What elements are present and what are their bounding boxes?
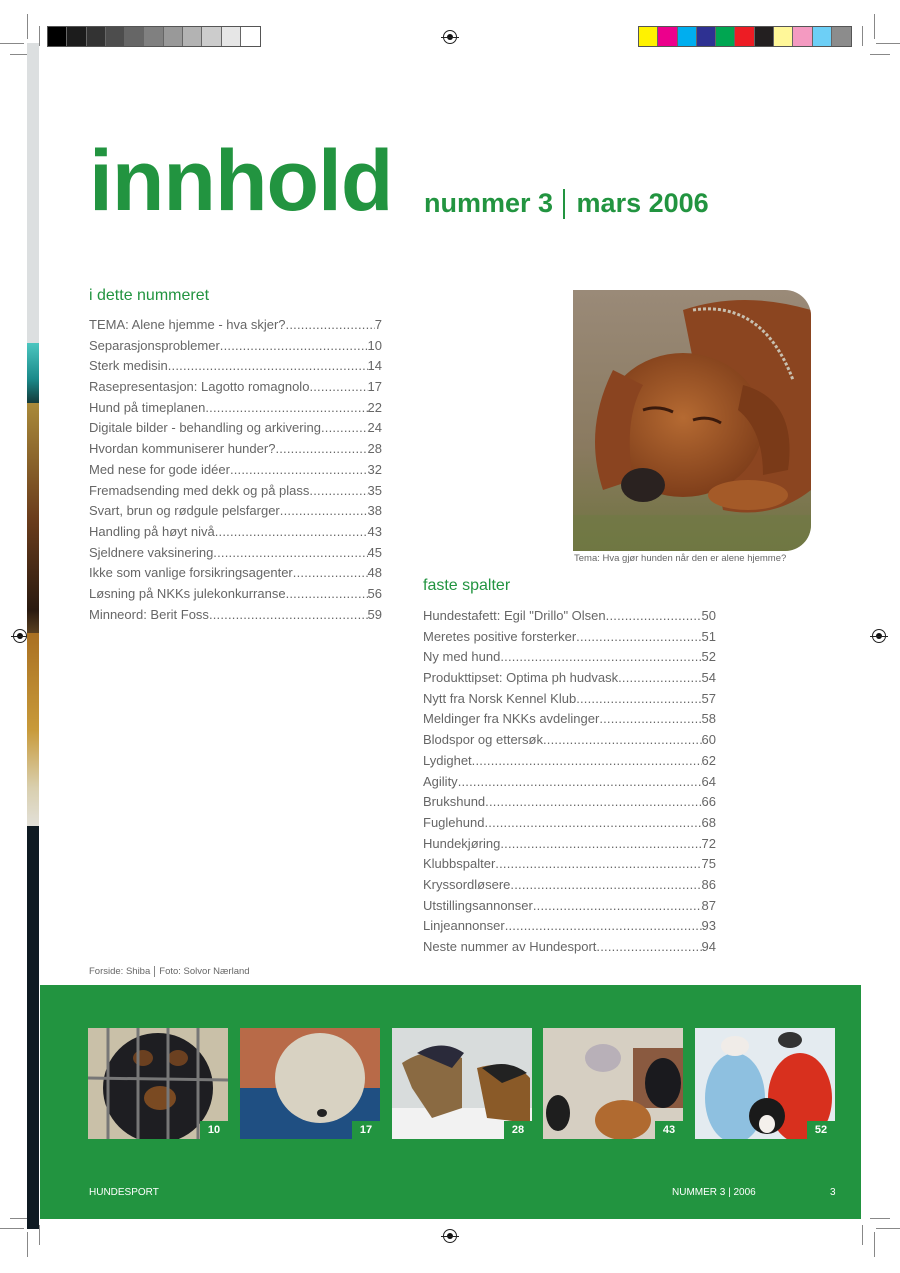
color-swatch bbox=[774, 27, 793, 46]
toc-entry-page: 86 bbox=[701, 876, 716, 892]
toc-entry-page: 22 bbox=[367, 399, 382, 415]
toc-entry[interactable] bbox=[423, 730, 716, 751]
registration-mark-icon bbox=[872, 629, 886, 643]
toc-entry[interactable] bbox=[89, 563, 382, 584]
toc-entry[interactable] bbox=[89, 522, 382, 543]
dot-leader bbox=[495, 854, 701, 875]
toc-entry-page: 58 bbox=[701, 711, 716, 727]
thumbnail-dog-handlers[interactable] bbox=[543, 1028, 683, 1139]
dot-leader bbox=[209, 605, 368, 626]
dot-leader bbox=[500, 647, 701, 668]
toc-entry-title: Linjeannonser bbox=[423, 918, 505, 934]
toc-entry-page: 24 bbox=[367, 420, 382, 436]
crop-mark bbox=[876, 43, 900, 44]
toc-entry[interactable] bbox=[89, 377, 382, 398]
toc-entry[interactable] bbox=[423, 896, 716, 917]
color-swatch bbox=[755, 27, 774, 46]
toc-entry[interactable] bbox=[423, 647, 716, 668]
color-swatch bbox=[678, 27, 697, 46]
divider bbox=[154, 966, 155, 977]
toc-entry-title: Neste nummer av Hundesport bbox=[423, 939, 597, 954]
toc-entry[interactable] bbox=[423, 916, 716, 937]
toc-entry-page: 94 bbox=[701, 939, 716, 954]
toc-entry-title: Meretes positive forsterker bbox=[423, 628, 577, 644]
toc-entry[interactable] bbox=[423, 668, 716, 689]
dot-leader bbox=[309, 377, 367, 398]
toc-entry[interactable] bbox=[89, 501, 382, 522]
dot-leader bbox=[500, 834, 701, 855]
dot-leader bbox=[309, 481, 367, 502]
toc-entry[interactable] bbox=[423, 751, 716, 772]
toc-entry-page: 50 bbox=[701, 608, 716, 623]
toc-entry-title: Kryssordløsere bbox=[423, 876, 511, 892]
toc-entry-page: 62 bbox=[701, 752, 716, 768]
toc-entry[interactable] bbox=[423, 875, 716, 896]
toc-entry[interactable] bbox=[89, 605, 382, 626]
dot-leader bbox=[275, 439, 367, 460]
toc-entry[interactable] bbox=[89, 584, 382, 605]
toc-entry-page: 10 bbox=[367, 337, 382, 353]
crop-mark bbox=[874, 14, 875, 39]
color-swatch bbox=[202, 27, 221, 46]
color-swatch bbox=[106, 27, 125, 46]
color-swatch bbox=[735, 27, 754, 46]
divider bbox=[563, 189, 565, 219]
dot-leader bbox=[215, 522, 368, 543]
toc-entry-title: Hundestafett: Egil "Drillo" Olsen bbox=[423, 608, 606, 623]
toc-entry[interactable] bbox=[89, 460, 382, 481]
toc-entry-title: Produkttipset: Optima ph hudvask bbox=[423, 670, 619, 686]
color-swatch bbox=[144, 27, 163, 46]
photo-caption: Tema: Hva gjør hunden når den er alene hjemme? bbox=[574, 553, 787, 564]
toc-entry-title: Separasjonsproblemer bbox=[89, 337, 220, 353]
dot-leader bbox=[168, 356, 368, 377]
crop-mark bbox=[870, 1218, 890, 1219]
dot-leader bbox=[472, 751, 702, 772]
color-swatch bbox=[793, 27, 812, 46]
toc-entry-page: 48 bbox=[367, 565, 382, 581]
dot-leader bbox=[510, 875, 701, 896]
crop-mark bbox=[870, 54, 890, 55]
bleed-strip bbox=[27, 826, 39, 1229]
toc-list-regular-columns bbox=[423, 606, 716, 958]
footer-page-number: 3 bbox=[830, 1187, 836, 1198]
thumbnail-page-number: 43 bbox=[655, 1121, 683, 1139]
toc-entry-title: TEMA: Alene hjemme - hva skjer? bbox=[89, 317, 286, 332]
toc-entry[interactable] bbox=[423, 937, 716, 958]
toc-entry-page: 87 bbox=[701, 897, 716, 913]
toc-entry-title: Sjeldnere vaksinering bbox=[89, 544, 214, 560]
toc-entry-page: 17 bbox=[367, 379, 382, 395]
dot-leader bbox=[599, 709, 701, 730]
toc-list-in-this-issue bbox=[89, 315, 382, 625]
toc-entry-title: Ikke som vanlige forsikringsagenter bbox=[89, 565, 293, 581]
toc-entry-title: Blodspor og ettersøk bbox=[423, 732, 543, 748]
dot-leader bbox=[230, 460, 368, 481]
color-swatch bbox=[48, 27, 67, 46]
toc-entry-title: Fuglehund bbox=[423, 814, 485, 830]
color-swatch bbox=[697, 27, 716, 46]
dot-leader bbox=[485, 792, 701, 813]
crop-mark bbox=[876, 1228, 900, 1229]
toc-entry-page: 38 bbox=[367, 503, 382, 519]
bleed-strip bbox=[27, 343, 39, 403]
issue-info bbox=[424, 188, 709, 219]
toc-entry-page: 43 bbox=[367, 523, 382, 539]
color-swatch bbox=[183, 27, 202, 46]
thumbnail-page-number: 10 bbox=[200, 1121, 228, 1139]
toc-entry-page: 59 bbox=[367, 606, 382, 622]
registration-mark-icon bbox=[443, 1229, 457, 1243]
crop-mark bbox=[27, 14, 28, 39]
thumbnail-children-cavalier[interactable] bbox=[695, 1028, 835, 1139]
grayscale-color-bar bbox=[47, 26, 261, 47]
toc-entry-title: Nytt fra Norsk Kennel Klub bbox=[423, 690, 577, 706]
color-swatch bbox=[87, 27, 106, 46]
toc-entry-title: Digitale bilder - behandling og arkivering bbox=[89, 420, 321, 436]
dot-leader bbox=[293, 563, 368, 584]
thumbnail-page-number: 28 bbox=[504, 1121, 532, 1139]
dot-leader bbox=[286, 315, 375, 336]
toc-entry[interactable] bbox=[89, 439, 382, 460]
crop-mark bbox=[39, 26, 40, 46]
toc-entry-title: Brukshund bbox=[423, 794, 486, 810]
color-swatch bbox=[241, 27, 260, 46]
footer-magazine-name: HUNDESPORT bbox=[89, 1187, 159, 1198]
color-swatch bbox=[832, 27, 851, 46]
toc-entry[interactable] bbox=[89, 336, 382, 357]
crop-mark bbox=[27, 1232, 28, 1257]
dot-leader bbox=[533, 896, 702, 917]
toc-entry-page: 64 bbox=[701, 773, 716, 789]
toc-entry-title: Lydighet bbox=[423, 752, 472, 768]
toc-entry-page: 56 bbox=[367, 585, 382, 601]
registration-mark-icon bbox=[443, 30, 457, 44]
toc-entry[interactable] bbox=[423, 854, 716, 875]
crop-mark bbox=[0, 43, 24, 44]
section-heading-regular-columns: faste spalter bbox=[423, 577, 511, 594]
toc-entry-title: Hvordan kommuniserer hunder? bbox=[89, 441, 276, 457]
toc-entry-title: Klubbspalter bbox=[423, 856, 496, 872]
cover-credit bbox=[89, 966, 250, 977]
color-swatch bbox=[658, 27, 677, 46]
toc-entry-title: Minneord: Berit Foss bbox=[89, 606, 209, 622]
process-color-bar bbox=[638, 26, 852, 47]
dot-leader bbox=[205, 398, 367, 419]
color-swatch bbox=[222, 27, 241, 46]
toc-entry[interactable] bbox=[423, 813, 716, 834]
toc-entry-title: Med nese for gode idéer bbox=[89, 461, 230, 477]
toc-entry-title: Handling på høyt nivå bbox=[89, 523, 215, 539]
toc-entry-title: Sterk medisin bbox=[89, 358, 168, 374]
thumbnail-page-number: 17 bbox=[352, 1121, 380, 1139]
color-swatch bbox=[125, 27, 144, 46]
dot-leader bbox=[543, 730, 702, 751]
crop-mark bbox=[39, 1225, 40, 1245]
toc-entry[interactable] bbox=[423, 606, 716, 627]
issue-date: mars 2006 bbox=[576, 188, 709, 218]
toc-entry[interactable] bbox=[89, 398, 382, 419]
toc-entry-page: 54 bbox=[701, 670, 716, 686]
photo-credit: Foto: Solvor Nærland bbox=[159, 966, 250, 977]
thumbnail-lagotto[interactable] bbox=[240, 1028, 380, 1139]
crop-mark bbox=[862, 1225, 863, 1245]
toc-entry[interactable] bbox=[423, 834, 716, 855]
toc-entry[interactable] bbox=[423, 627, 716, 648]
page-title: innhold bbox=[89, 133, 393, 229]
dot-leader bbox=[596, 937, 701, 958]
toc-entry-page: 60 bbox=[701, 732, 716, 748]
bleed-strip bbox=[27, 633, 39, 826]
toc-entry[interactable] bbox=[89, 356, 382, 377]
toc-entry[interactable] bbox=[89, 418, 382, 439]
feature-photo-sleeping-dog bbox=[573, 290, 811, 551]
toc-entry-page: 93 bbox=[701, 918, 716, 934]
sleeping-dog-photo-icon bbox=[573, 290, 811, 551]
color-swatch bbox=[716, 27, 735, 46]
toc-entry-page: 72 bbox=[701, 835, 716, 851]
toc-entry[interactable] bbox=[423, 792, 716, 813]
toc-entry-title: Hundekjøring bbox=[423, 835, 501, 851]
toc-entry[interactable] bbox=[89, 315, 382, 336]
toc-entry[interactable] bbox=[423, 709, 716, 730]
cover-label: Forside: Shiba bbox=[89, 966, 151, 977]
toc-entry-page: 28 bbox=[367, 441, 382, 457]
toc-entry-page: 66 bbox=[701, 794, 716, 810]
section-heading-in-this-issue: i dette nummeret bbox=[89, 287, 210, 304]
dot-leader bbox=[286, 584, 368, 605]
dot-leader bbox=[618, 668, 701, 689]
toc-entry-title: Utstillingsannonser bbox=[423, 897, 533, 913]
color-swatch bbox=[813, 27, 832, 46]
dot-leader bbox=[484, 813, 701, 834]
dot-leader bbox=[458, 772, 702, 793]
toc-entry-page: 52 bbox=[701, 649, 716, 665]
color-swatch bbox=[164, 27, 183, 46]
bleed-strip bbox=[27, 403, 39, 633]
dot-leader bbox=[576, 689, 701, 710]
footer-issue: NUMMER 3 | 2006 bbox=[672, 1187, 756, 1198]
thumbnail-page-number: 52 bbox=[807, 1121, 835, 1139]
toc-entry-page: 7 bbox=[374, 317, 382, 332]
toc-entry-page: 32 bbox=[367, 461, 382, 477]
issue-number: nummer 3 bbox=[424, 188, 554, 218]
toc-entry[interactable] bbox=[89, 481, 382, 502]
toc-entry-page: 14 bbox=[367, 358, 382, 374]
toc-entry-page: 68 bbox=[701, 814, 716, 830]
toc-entry-title: Rasepresentasjon: Lagotto romagnolo bbox=[89, 379, 310, 395]
toc-entry-page: 51 bbox=[701, 628, 716, 644]
dot-leader bbox=[606, 606, 702, 627]
toc-entry[interactable] bbox=[89, 543, 382, 564]
dot-leader bbox=[280, 501, 368, 522]
toc-entry-page: 57 bbox=[701, 690, 716, 706]
toc-entry-title: Agility bbox=[423, 773, 458, 789]
toc-entry[interactable] bbox=[423, 689, 716, 710]
color-swatch bbox=[639, 27, 658, 46]
bleed-strip bbox=[27, 43, 39, 343]
toc-entry-title: Løsning på NKKs julekonkurranse bbox=[89, 585, 286, 601]
thumbnail-dachshund[interactable] bbox=[88, 1028, 228, 1139]
toc-entry-page: 45 bbox=[367, 544, 382, 560]
color-swatch bbox=[67, 27, 86, 46]
dot-leader bbox=[505, 916, 702, 937]
dot-leader bbox=[321, 418, 368, 439]
toc-entry-title: Svart, brun og rødgule pelsfarger bbox=[89, 503, 280, 519]
toc-entry-title: Ny med hund bbox=[423, 649, 501, 665]
registration-mark-icon bbox=[13, 629, 27, 643]
crop-mark bbox=[862, 26, 863, 46]
toc-entry-page: 35 bbox=[367, 482, 382, 498]
thumbnail-german-shepherds[interactable] bbox=[392, 1028, 532, 1139]
crop-mark bbox=[874, 1232, 875, 1257]
crop-mark bbox=[0, 1228, 24, 1229]
toc-entry-page: 75 bbox=[701, 856, 716, 872]
dot-leader bbox=[213, 543, 367, 564]
dot-leader bbox=[576, 627, 701, 648]
dot-leader bbox=[220, 336, 368, 357]
toc-entry-title: Meldinger fra NKKs avdelinger bbox=[423, 711, 600, 727]
toc-entry[interactable] bbox=[423, 772, 716, 793]
toc-entry-title: Hund på timeplanen bbox=[89, 399, 206, 415]
toc-entry-title: Fremadsending med dekk og på plass bbox=[89, 482, 310, 498]
